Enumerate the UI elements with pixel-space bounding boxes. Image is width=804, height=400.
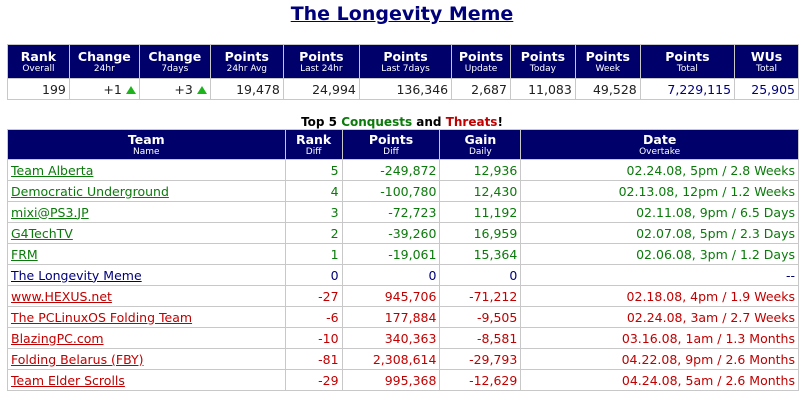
gain-daily: 16,959: [440, 223, 521, 244]
table-row-self: [8, 265, 799, 286]
team-link[interactable]: G4TechTV: [11, 225, 73, 241]
stats-col-points-update: Points Update: [452, 45, 511, 79]
team-link[interactable]: Democratic Underground: [11, 183, 169, 199]
rank-diff: 1: [285, 244, 342, 265]
stats-col-change-24hr: Change 24hr: [69, 45, 139, 79]
team-link[interactable]: The PCLinuxOS Folding Team: [11, 309, 193, 325]
rank-diff: -27: [285, 286, 342, 307]
rank-diff: -29: [285, 370, 342, 391]
heading-conquests: Conquests: [341, 115, 413, 129]
overtake-date: 02.13.08, 12pm / 1.2 Weeks: [521, 181, 799, 202]
stats-col-wus-total: WUs Total: [735, 45, 799, 79]
points-diff: 340,363: [342, 328, 440, 349]
change-7days-cell: [139, 79, 210, 100]
table-row: [8, 349, 799, 370]
team-link[interactable]: mixi@PS3.JP: [11, 204, 89, 220]
points-today-value: 11,083: [510, 79, 575, 100]
table-row: [8, 244, 799, 265]
rank-diff: -10: [285, 328, 342, 349]
gain-daily: 15,364: [440, 244, 521, 265]
gain-daily: 12,936: [440, 160, 521, 181]
rank-diff: 0: [285, 265, 342, 286]
overtake-date: 02.24.08, 3am / 2.7 Weeks: [521, 307, 799, 328]
overtake-date: 04.22.08, 9pm / 2.6 Months: [521, 349, 799, 370]
table-row: [8, 202, 799, 223]
points-diff: 177,884: [342, 307, 440, 328]
stats-header-row: [8, 45, 799, 79]
rank-diff: -81: [285, 349, 342, 370]
points-diff: -19,061: [342, 244, 440, 265]
table-row: [8, 181, 799, 202]
teams-table: [7, 129, 799, 391]
heading-and: and: [412, 115, 446, 129]
page-title: [0, 3, 804, 25]
team-link[interactable]: Folding Belarus (FBY): [11, 351, 144, 367]
heading-suffix: !: [497, 115, 503, 129]
gain-daily: 12,430: [440, 181, 521, 202]
teams-header-row: [8, 130, 799, 160]
table-row: [8, 328, 799, 349]
teams-col-team: Team Name: [8, 130, 286, 160]
stats-values-row: [8, 79, 799, 100]
table-row: [8, 160, 799, 181]
points-24hr-avg-value: 19,478: [210, 79, 283, 100]
change-24hr-cell: [69, 79, 139, 100]
overtake-date: 03.16.08, 1am / 1.3 Months: [521, 328, 799, 349]
team-link[interactable]: FRM: [11, 246, 38, 262]
up-arrow-icon: [197, 86, 207, 94]
team-link[interactable]: The Longevity Meme: [11, 267, 142, 283]
points-update-value: 2,687: [452, 79, 511, 100]
points-diff: -39,260: [342, 223, 440, 244]
overtake-date: 02.24.08, 5pm / 2.8 Weeks: [521, 160, 799, 181]
overtake-date: 02.07.08, 5pm / 2.3 Days: [521, 223, 799, 244]
points-diff: 945,706: [342, 286, 440, 307]
table-row: [8, 223, 799, 244]
teams-col-rank-diff: Rank Diff: [285, 130, 342, 160]
up-arrow-icon: [126, 86, 136, 94]
wus-total-value: 25,905: [735, 79, 799, 100]
overtake-date: 02.11.08, 9pm / 6.5 Days: [521, 202, 799, 223]
team-link[interactable]: BlazingPC.com: [11, 330, 104, 346]
rank-diff: 4: [285, 181, 342, 202]
heading-threats: Threats: [445, 115, 498, 129]
stats-col-points-week: Points Week: [575, 45, 640, 79]
stats-table: [7, 44, 799, 100]
overtake-date: 02.06.08, 3pm / 1.2 Days: [521, 244, 799, 265]
change-24hr-value: +1: [103, 81, 122, 97]
gain-daily: 0: [440, 265, 521, 286]
team-link[interactable]: Team Elder Scrolls: [11, 372, 125, 388]
overtake-date: 04.24.08, 5am / 2.6 Months: [521, 370, 799, 391]
rank-diff: -6: [285, 307, 342, 328]
stats-col-points-total: Points Total: [640, 45, 734, 79]
table-row: [8, 307, 799, 328]
overtake-date: 02.18.08, 4pm / 1.9 Weeks: [521, 286, 799, 307]
change-7days-value: +3: [174, 81, 193, 97]
stats-col-change-7days: Change 7days: [139, 45, 210, 79]
points-diff: 2,308,614: [342, 349, 440, 370]
gain-daily: -29,793: [440, 349, 521, 370]
points-diff: -100,780: [342, 181, 440, 202]
stats-col-points-24hr-avg: Points 24hr Avg: [210, 45, 283, 79]
gain-daily: -8,581: [440, 328, 521, 349]
points-diff: -72,723: [342, 202, 440, 223]
conquests-threats-heading: [0, 115, 804, 129]
points-week-value: 49,528: [575, 79, 640, 100]
points-last-7days-value: 136,346: [359, 79, 451, 100]
teams-col-date-overtake: Date Overtake: [521, 130, 799, 160]
gain-daily: -9,505: [440, 307, 521, 328]
stats-col-points-today: Points Today: [510, 45, 575, 79]
teams-col-points-diff: Points Diff: [342, 130, 440, 160]
overtake-date: --: [521, 265, 799, 286]
points-diff: 995,368: [342, 370, 440, 391]
gain-daily: -71,212: [440, 286, 521, 307]
points-diff: 0: [342, 265, 440, 286]
gain-daily: -12,629: [440, 370, 521, 391]
table-row: [8, 286, 799, 307]
stats-col-rank-overall: Rank Overall: [8, 45, 70, 79]
points-last-24hr-value: 24,994: [283, 79, 359, 100]
points-diff: -249,872: [342, 160, 440, 181]
team-link[interactable]: Team Alberta: [11, 162, 94, 178]
page-title-link[interactable]: The Longevity Meme: [290, 3, 514, 25]
rank-overall-value: 199: [8, 79, 70, 100]
rank-diff: 3: [285, 202, 342, 223]
team-link[interactable]: www.HEXUS.net: [11, 288, 112, 304]
stats-col-points-last-24hr: Points Last 24hr: [283, 45, 359, 79]
points-total-value: 7,229,115: [640, 79, 734, 100]
teams-col-gain-daily: Gain Daily: [440, 130, 521, 160]
rank-diff: 2: [285, 223, 342, 244]
rank-diff: 5: [285, 160, 342, 181]
stats-col-points-last-7days: Points Last 7days: [359, 45, 451, 79]
gain-daily: 11,192: [440, 202, 521, 223]
table-row: [8, 370, 799, 391]
heading-prefix: Top 5: [301, 115, 342, 129]
